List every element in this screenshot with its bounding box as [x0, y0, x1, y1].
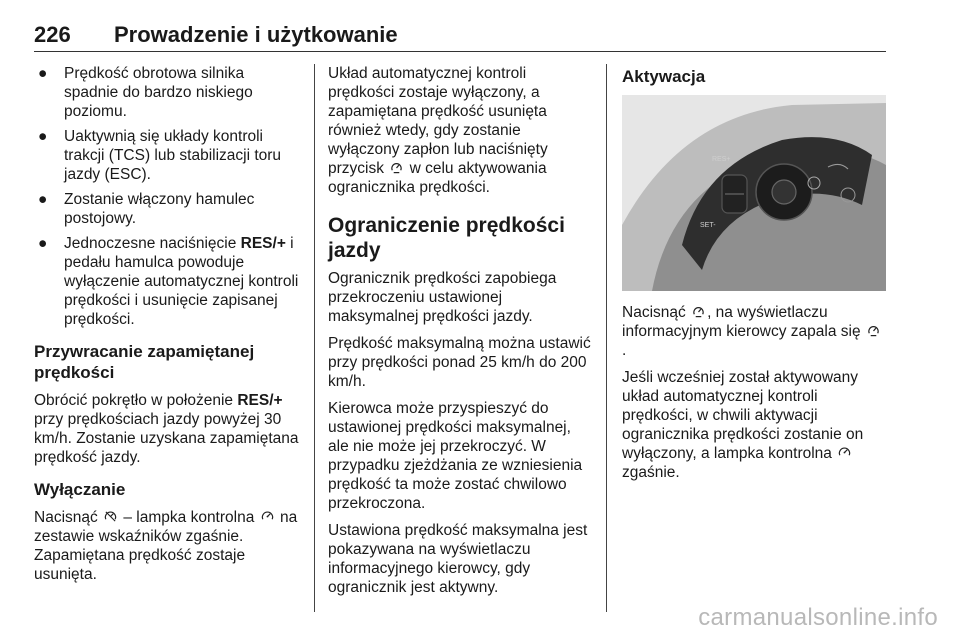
paragraph: Kierowca może przyspieszyć do ustawionej prędkości maksymalnej, ale nie może jej przekroczyć. W przypadku zjeżdżania ze wzniesienia prędkość ta może zostać chwilowo przekroczona.	[328, 400, 583, 512]
cruise-control-lamp-icon	[261, 510, 274, 523]
column-divider-1	[314, 64, 315, 612]
cruise-off-button-icon	[104, 510, 117, 523]
bullet-icon: ●	[38, 235, 48, 252]
watermark: carmanualsonline.info	[698, 604, 938, 631]
column-2	[328, 64, 592, 605]
condition-list	[34, 64, 300, 329]
bullet-icon: ●	[38, 128, 48, 145]
resume-heading: Przywracanie zapamiętanej prędkości	[34, 342, 255, 382]
paragraph: Prędkość maksymalną można ustawić przy prędkości ponad 25 km/h do 200 km/h.	[328, 335, 591, 390]
page-header	[34, 22, 886, 50]
column-divider-2	[606, 64, 607, 612]
off-text: Nacisnąć – lampka kontrolna na zestawie wskaźników zgaśnie. Zapamiętana prędkość zostaje usunięta.	[34, 509, 298, 583]
list-item: ● Zostanie włączony hamulec postojowy.	[38, 191, 255, 227]
page-title: Prowadzenie i użytkowanie	[114, 22, 398, 47]
intro-text: Układ automatycznej kontroli prędkości zostaje wyłączony, a zapamiętana prędkość usunięta również wtedy, gdy zostanie wyłączony zapłon lub naciśnięty przycisk w celu aktywowania ogranicznika prędkości.	[328, 65, 548, 196]
bullet-icon: ●	[38, 191, 48, 208]
speed-limiter-button-icon	[692, 305, 705, 318]
list-item: ● Prędkość obrotowa silnika spadnie do bardzo niskiego poziomu.	[38, 65, 253, 120]
resume-text: Obrócić pokrętło w położenie RES/+ przy prędkościach jazdy powyżej 30 km/h. Zostanie uzyskana zapamiętana prędkość jazdy.	[34, 392, 299, 466]
list-item: ● Jednoczesne naciśnięcie RES/+ i pedału hamulca powoduje wyłączenie automatycznej kontroli prędkości i usunięcie zapisanej prędkości.	[38, 235, 299, 328]
cruise-control-lamp-icon	[838, 446, 851, 459]
limiter-heading: Ograniczenie prędkości jazdy	[328, 214, 565, 262]
if-active-text: Jeśli wcześniej został aktywowany układ automatycznej kontroli prędkości, w chwili aktywacji ogranicznika prędkości zostanie on wyłączony, a lampka kontrolna zgaśnie.	[622, 369, 864, 481]
speed-limiter-lamp-icon	[867, 324, 880, 337]
header-rule	[34, 51, 886, 52]
paragraph: Ogranicznik prędkości zapobiega przekroczeniu ustawionej maksymalnej prędkości jazdy.	[328, 270, 557, 325]
bullet-icon: ●	[38, 65, 48, 82]
steering-wheel-photo	[622, 95, 886, 291]
paragraph: Ustawiona prędkość maksymalna jest pokazywana na wyświetlaczu informacyjnego kierowcy, gdy ogranicznik jest aktywny.	[328, 522, 588, 596]
activation-heading: Aktywacja	[622, 67, 706, 86]
page-number: 226	[34, 22, 71, 47]
press-text: Nacisnąć , na wyświetlaczu informacyjnym kierowcy zapala się .	[622, 303, 886, 360]
set-label: SET-	[700, 222, 716, 229]
list-item: ● Uaktywnią się układy kontroli trakcji (TCS) lub stabilizacji toru jazdy (ESC).	[38, 128, 282, 183]
column-3	[622, 64, 886, 490]
off-heading: Wyłączanie	[34, 480, 126, 499]
column-1	[34, 64, 300, 592]
res-label: RES+	[712, 156, 731, 163]
speed-limiter-button-icon	[390, 161, 403, 174]
